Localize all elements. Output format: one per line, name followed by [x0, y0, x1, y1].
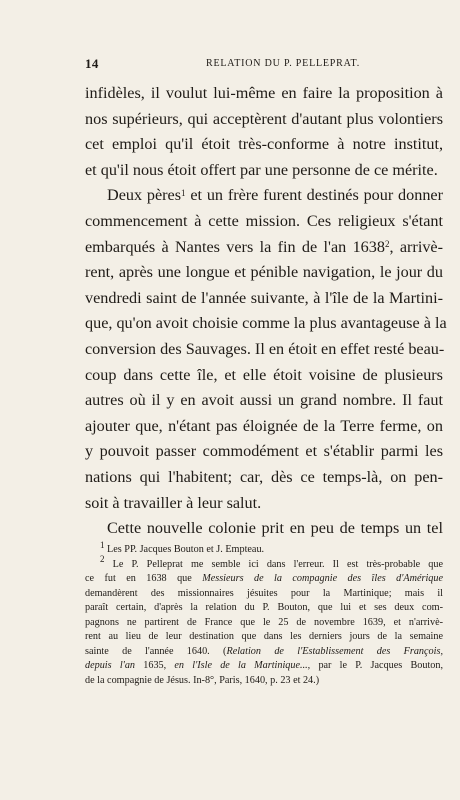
text-line: coup dans cette île, et elle étoit voisine de plusieurs	[85, 365, 443, 384]
text-fragment: , arrivè-	[389, 237, 443, 256]
footnote-text: par le P. Jacques Bouton,	[310, 660, 444, 671]
footnote-2-line	[85, 572, 443, 587]
text-line: ajouter que, n'étant pas éloignée de la Terre ferme, on	[85, 416, 443, 435]
footnote-2-line: pagnons ne partirent de France que le 25 de novembre 1639, et n'arrivè-	[85, 616, 443, 628]
footnote-2-line	[85, 554, 444, 573]
text-line	[85, 183, 443, 209]
text-line: commencement à cette mission. Ces religieux s'étant	[85, 211, 443, 230]
footnote-1	[85, 539, 443, 558]
footnote-number: 1	[100, 539, 105, 550]
text-fragment: Deux pères	[107, 186, 182, 205]
text-line: y pouvoit passer commodément et s'établir parmi les	[85, 442, 443, 461]
text-line: conversion des Sauvages. Il en étoit en effet resté beau-	[85, 339, 445, 358]
footnote-text: sainte de l'année 1640. (	[85, 645, 227, 657]
footnote-2-line: rent au lieu de leur destination que dans les derniers jours de la semaine	[85, 631, 443, 642]
footnote-italic: Relation de l'Establissement des François,	[226, 645, 443, 657]
text-line: infidèles, il voulut lui-même en faire la proposition à	[85, 84, 443, 102]
text-line: vendredi saint de l'année suivante, à l'île de la Martini-	[85, 288, 443, 307]
footnotes	[85, 539, 444, 688]
page-header	[85, 58, 360, 74]
text-line: nations qui l'habitent; car, dès ce temps-là, on pen-	[85, 467, 443, 486]
footnote-2-line: demandèrent des missionnaires jésuites pour la Martinique; mais il	[85, 587, 443, 599]
text-line: nos supérieurs, qui acceptèrent d'autant plus volontiers	[85, 109, 443, 128]
footnote-text: 1635,	[135, 660, 175, 671]
text-line: que, qu'on avoit choisie comme la plus avantageuse à la	[85, 314, 447, 333]
footnote-text: Le P. Pelleprat me semble ici dans l'erreur. Il est très-probable que	[112, 558, 444, 570]
footnote-italic: depuis l'an	[85, 660, 136, 671]
text-fragment: embarqués à Nantes vers la fin de l'an 1638	[85, 237, 385, 256]
text-line: cet emploi qu'il étoit très-conforme à notre institut,	[85, 135, 443, 154]
footnote-marker: 2	[384, 239, 390, 250]
text-fragment: et un frère furent destinés pour donner	[190, 186, 444, 205]
footnote-2-line	[85, 659, 443, 674]
text-line: rent, après une longue et pénible navigation, le jour du	[85, 263, 443, 282]
page-number: 14	[85, 56, 99, 71]
footnote-text: Les PP. Jacques Bouton et J. Empteau.	[107, 544, 265, 555]
text-line	[85, 235, 443, 261]
footnote-marker: 1	[181, 187, 186, 198]
footnote-2-line: de la compagnie de Jésus. In-8°, Paris, 1640, p. 23 et 24.)	[85, 674, 320, 686]
main-text	[85, 81, 447, 542]
text-line: soit à travailler à leur salut.	[85, 493, 262, 512]
footnote-text: ce fut en 1638 que	[85, 573, 203, 584]
footnote-italic: Messieurs de la compagnie des îles d'Amérique	[202, 573, 443, 584]
text-line: et qu'il nous étoit offert par une personne de ce mérite.	[85, 160, 438, 179]
footnote-number: 2	[100, 554, 105, 564]
footnote-2-line	[85, 645, 443, 660]
running-head: RELATION DU P. PELLEPRAT.	[206, 58, 360, 69]
footnote-italic: en l'Isle de la Martinique...,	[174, 660, 311, 671]
text-line: Cette nouvelle colonie prit en peu de temps un tel	[107, 519, 443, 538]
footnote-2-line: paraît certain, d'après la relation du P. Bouton, que lui et ses deux com-	[85, 602, 443, 613]
text-line: autres où il y en avoit aussi un grand nombre. Il faut	[85, 391, 443, 410]
